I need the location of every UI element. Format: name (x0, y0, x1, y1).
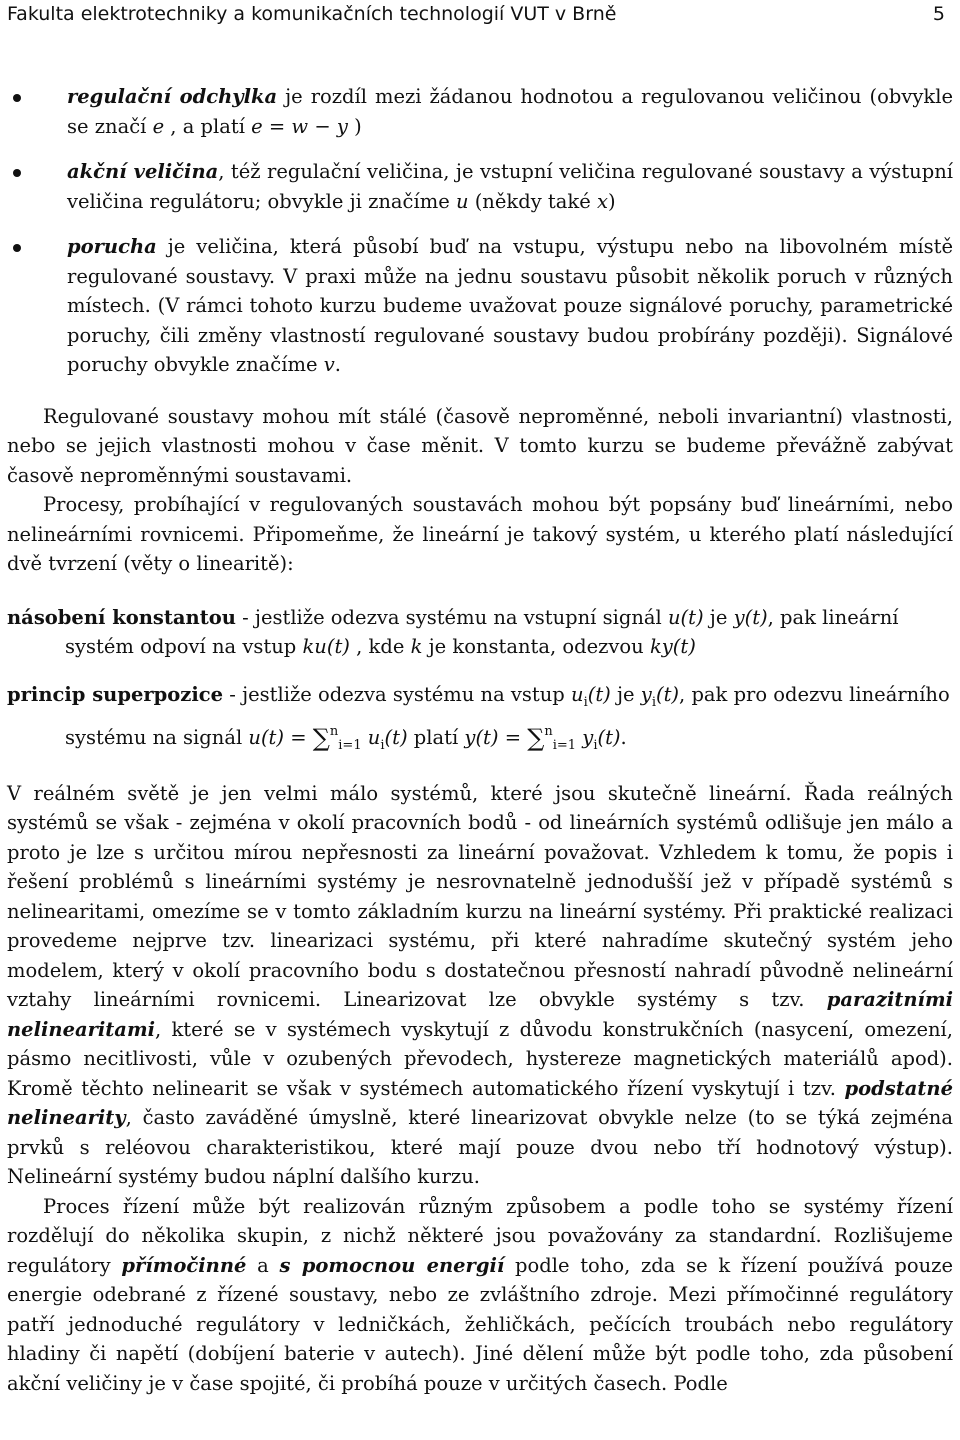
theorem-text: - jestliže odezva systému na vstup (223, 682, 571, 706)
theorem-scaling (7, 603, 953, 662)
math-superscript: n (544, 724, 553, 739)
math-expression: (t) (384, 726, 408, 749)
math-symbol: u (367, 726, 381, 749)
math-symbol: u (455, 189, 469, 213)
math-subscript: i (583, 694, 588, 710)
term: porucha (67, 235, 157, 258)
term: parazitními nelinearitami (7, 988, 953, 1041)
math-symbol: x (596, 189, 608, 213)
paragraph-control-types (7, 1192, 953, 1399)
theorem-term: princip superpozice (7, 682, 224, 706)
math-symbol: v (323, 353, 335, 376)
bullet-icon (13, 94, 21, 102)
bullet-text: je rozdíl mezi žádanou hodnotou a regulovanou veličinou (obvykle se značí (67, 85, 954, 138)
math-subscript: i (651, 694, 656, 710)
term: regulační odchylka (67, 85, 278, 108)
theorem-text: - jestliže odezva systému na vstupní signál (235, 605, 668, 629)
math-subscript: i=1 (338, 738, 362, 753)
paragraph-text: V reálném světě je jen velmi málo systémů, které jsou skutečně lineární. Řada reálných systémů se však - zejména v okolí pracovních bodů - od lineárních systémů odlišuje jen málo a proto je lze s určitou mírou nepřesnosti za lineární považovat. Vzhledem k tomu, že popis i řešení problémů s lineárními systémy je nesrovnatelně jednodušší jež v případě systémů s nelinearitami, omezíme se v tomto základním kurzu na lineární systémy. Při praktické realizaci provedeme nejprve tzv. linearizaci systému, při které nahradíme skutečný systém jeho modelem, který v okolí pracovního bodu s dostatečnou přesností nahradí původně nelineární vztahy lineárními rovnicemi. Linearizovat lze obvykle systémy s tzv. (7, 781, 953, 1011)
math-expression: ky(t) (649, 635, 696, 658)
linearity-theorems (7, 603, 953, 761)
definition-bullets (7, 82, 953, 380)
bullet-text: je veličina, která působí buď na vstupu, výstupu nebo na libovolném místě regulované soustavy. V praxi může na jednu soustavu působit několik poruch v různých místech. (V rámci tohoto kurzu budeme uvažovat pouze signálové poruchy, parametrické poruchy, čili změny vlastností regulované soustavy budou probírány později). Signálové poruchy obvykle značíme (67, 235, 953, 376)
paragraph-text: podle toho, zda se k řízení používá pouze energie odebrané z řízené soustavy, nebo ze zvláštního zdroje. Mezi přímočinné regulátory patří jednoduché regulátory v ledničkách, žehličkách, pečících troubách nebo regulátory hladiny či napětí (dobíjení baterie v autech). Jiné dělení může být podle toho, zda působení akční veličiny je v čase spojité, či probíhá pouze v určitých časech. Podle (7, 1253, 953, 1395)
header-title: Fakulta elektrotechniky a komunikačních technologií VUT v Brně (7, 3, 617, 25)
math-expression: (t) (597, 726, 621, 749)
theorem-superposition (7, 680, 953, 761)
paragraph-text: a (246, 1253, 280, 1277)
math-subscript: i (380, 738, 385, 753)
bullet-text: . (334, 353, 341, 376)
paragraph-real-systems (7, 779, 953, 1192)
math-expression: (t) (655, 682, 680, 706)
math-symbol: y (582, 726, 594, 749)
math-symbol: e (152, 114, 165, 138)
term: akční veličina (67, 160, 219, 183)
theorem-text: , pak lineární systém odpoví na vstup (65, 605, 899, 658)
math-expression: e = w − y (251, 114, 348, 138)
theorem-text: , pak pro odezvu lineárního systému na signál (65, 682, 950, 749)
math-symbol: y (640, 682, 652, 706)
bullet-text: , též regulační veličina, je vstupní veličina regulované soustavy a výstupní veličina regulátoru; obvykle ji značíme (67, 160, 953, 213)
paragraph-text: , často zaváděné úmyslně, které linearizovat obvykle nelze (to se týká zejména prvků s reléovou charakteristikou, které mají pouze dvou nebo tří hodnotový výstup). Nelineární systémy budou náplní dalšího kurzu. (7, 1106, 953, 1188)
bullet-text: ) (607, 189, 616, 213)
theorem-term: násobení konstantou (7, 605, 236, 629)
bullet-text: ) (347, 114, 362, 138)
bullet-porucha (7, 232, 953, 380)
bullet-icon (13, 244, 21, 252)
math-subscript: i=1 (552, 738, 577, 753)
theorem-text: . (620, 726, 627, 749)
page-header (7, 0, 953, 28)
theorem-text: je (610, 682, 641, 706)
math-expression: u(t) (667, 605, 704, 629)
bullet-text: (někdy také (468, 189, 597, 213)
term: s pomocnou energií (279, 1253, 505, 1277)
bullet-akcni-velicina (7, 157, 953, 216)
bullet-icon (13, 169, 21, 177)
math-expression: (t) (587, 682, 611, 706)
sum-symbol: ∑ (527, 724, 545, 752)
theorem-text: platí (407, 726, 465, 749)
term: přímočinné (121, 1253, 247, 1277)
math-expression: u(t) = (248, 726, 313, 749)
math-expression: ku(t) (302, 635, 350, 658)
math-superscript: n (329, 724, 339, 739)
math-symbol: k (410, 635, 423, 658)
theorem-text: , kde (349, 635, 411, 658)
math-expression: y(t) = (464, 726, 528, 749)
term: podstatné nelinearity (7, 1076, 953, 1129)
paragraph-text: Proces řízení může být realizován různým způsobem a podle toho se systémy řízení rozdělují do několika skupin, z nichž některé jsou považovány za standardní. Rozlišujeme regulátory (7, 1194, 953, 1277)
sum-symbol: ∑ (312, 724, 330, 752)
paragraph-text: , které se v systémech vyskytují z důvodu konstrukčních (nasycení, omezení, pásmo necitlivosti, vůle v ozubených převodech, hystereze magnetických materiálů apod). Kromě těchto nelinearit se však v systémech automatického řízení vyskytují i tzv. (7, 1017, 953, 1100)
bullet-text: , a platí (164, 114, 252, 138)
bullet-regulacni-odchylka (7, 82, 953, 141)
page-number: 5 (932, 3, 945, 25)
paragraph-linearity: Procesy, probíhající v regulovaných soustavách mohou být popsány buď lineárními, nebo nelineárními rovnicemi. Připomeňme, že lineární je takový systém, u kterého platí následující dvě tvrzení (věty o linearitě): (7, 493, 953, 575)
theorem-text: je konstanta, odezvou (422, 635, 650, 658)
theorem-text: je (703, 605, 734, 629)
math-symbol: u (571, 682, 584, 706)
math-subscript: i (593, 738, 598, 753)
math-expression: y(t) (733, 605, 768, 629)
paragraph-invariance: Regulované soustavy mohou mít stálé (časově neproměnné, neboli invariantní) vlastnosti, nebo se jejich vlastnosti mohou v čase měnit. V tomto kurzu se budeme převážně zabývat časově neproměnnými soustavami. (7, 404, 953, 487)
